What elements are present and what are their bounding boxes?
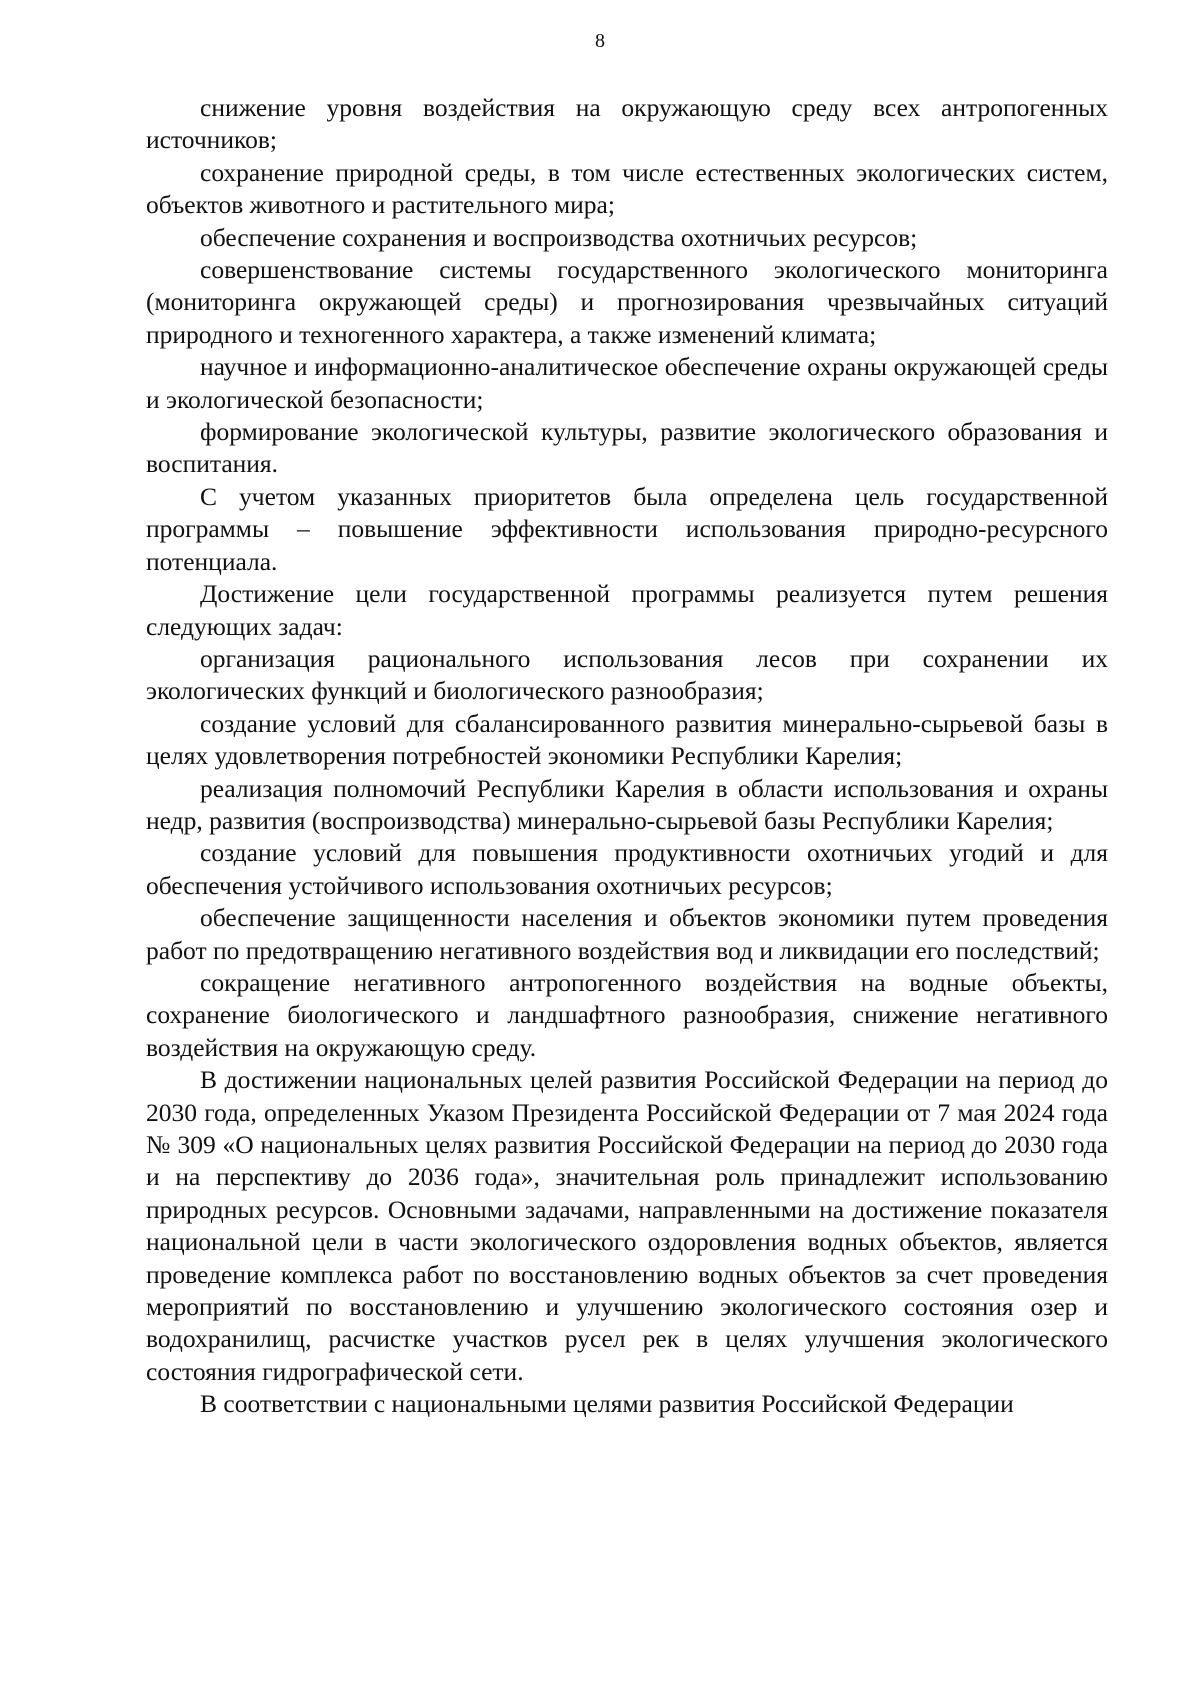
document-body [146,92,1108,1421]
paragraph: создание условий для повышения продуктивности охотничьих угодий и для обеспечения устойчивого использования охотничьих ресурсов; [146,838,1108,900]
paragraph: реализация полномочий Республики Карелия в области использования и охраны недр, развития (воспроизводства) минерально-сырьевой базы Республики Карелия; [146,773,1108,835]
paragraph: сокращение негативного антропогенного воздействия на водные объекты, сохранение биологического и ландшафтного разнообразия, снижение негативного воздействия на окружающую среду. [146,967,1108,1062]
paragraph: создание условий для сбалансированного развития минерально-сырьевой базы в целях удовлетворения потребностей экономики Республики Карелия; [146,708,1108,771]
paragraph: сохранение природной среды, в том числе естественных экологических систем, объектов животного и растительного мира; [146,157,1108,220]
paragraph: обеспечение сохранения и воспроизводства охотничьих ресурсов; [200,222,918,252]
paragraph: С учетом указанных приоритетов была определена цель государственной программы – повышение эффективности использования природно-ресурсного потенциала. [146,481,1108,576]
page-number: 8 [595,30,605,52]
paragraph: организация рационального использования лесов при сохранении их экологических функций и биологического разнообразия; [146,643,1108,706]
paragraph-last-line: В соответствии с национальными целями развития Российской Федерации [200,1389,1014,1419]
paragraph: В достижении национальных целей развития Российской Федерации на период до 2030 года, определенных Указом Президента Российской Федерации от 7 мая 2024 года № 309 «О национальных целях развития Российской Федерации на период до 2030 года и на перспективу до 2036 года», значительная роль принадлежит использованию природных ресурсов. Основными задачами, направленными на достижение показателя национальной цели в части экологического оздоровления водных объектов, является проведение комплекса работ по восстановлению водных объектов за счет проведения мероприятий по восстановлению и улучшению экологического состояния озер и водохранилищ, расчистке участков русел рек в целях улучшения экологического состояния гидрографической сети. [146,1065,1108,1386]
paragraph: совершенствование системы государственного экологического мониторинга (мониторинга окружающей среды) и прогнозирования чрезвычайных ситуаций природного и техногенного характера, а также изменений климата; [146,255,1108,349]
paragraph: Достижение цели государственной программы реализуется путем решения следующих задач: [146,579,1108,641]
paragraph: обеспечение защищенности населения и объектов экономики путем проведения работ по предотвращению негативного воздействия вод и ликвидации его последствий; [146,903,1108,965]
paragraph: формирование экологической культуры, развитие экологического образования и воспитания. [146,417,1108,479]
paragraph: научное и информационно-аналитическое обеспечение охраны окружающей среды и экологической безопасности; [146,352,1108,414]
paragraph: снижение уровня воздействия на окружающую среду всех антропогенных источников; [146,93,1108,155]
